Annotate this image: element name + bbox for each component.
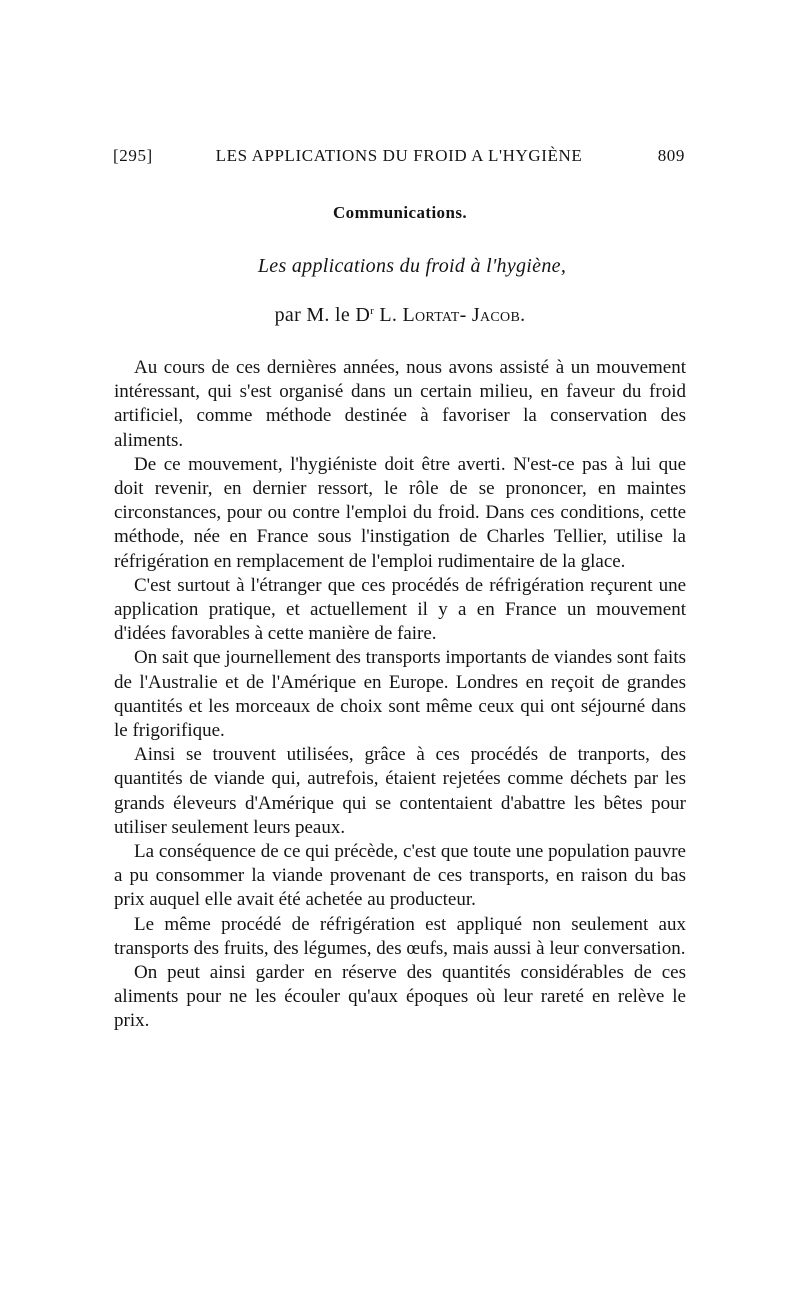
author-line xyxy=(0,304,800,327)
page-number: 809 xyxy=(657,146,685,165)
paragraph: Le même procédé de réfrigération est appliqué non seulement aux transports des fruits, des légumes, des œufs, mais aussi à leur conversation. xyxy=(114,913,686,959)
paragraph: Au cours de ces dernières années, nous avons assisté à un mouvement intéressant, qui s'est organisé dans un certain milieu, en faveur du froid artificiel, comme méthode destinée à favoriser la conservation des aliments. xyxy=(114,357,686,451)
author-prefix: par M. le D xyxy=(274,304,371,326)
paragraph: C'est surtout à l'étranger que ces procédés de réfrigération reçurent une application pratique, et actuellement il y a en France un mouvement d'idées favorables à cette manière de faire. xyxy=(114,574,686,645)
running-header xyxy=(113,146,685,170)
paragraph: Ainsi se trouvent utilisées, grâce à ces procédés de tranports, des quantités de viande qui, autrefois, étaient rejetées comme déchets par les grands éleveurs d'Amérique qui se contentaient d'abattre les bêtes pour utiliser seulement leurs peaux. xyxy=(114,744,686,838)
section-title: Communications. xyxy=(333,203,467,222)
article-title: Les applications du froid à l'hygiène, xyxy=(257,255,567,277)
paragraph: La conséquence de ce qui précède, c'est que toute une population pauvre a pu consommer la viande provenant de ces transports, en raison du bas prix auquel elle avait été achetée au producteur. xyxy=(114,841,686,911)
article-body xyxy=(114,356,686,1034)
author-name: L. Lortat- Jacob. xyxy=(374,304,526,326)
paragraph: On peut ainsi garder en réserve des quantités considérables de ces aliments pour ne les écouler qu'aux époques où leur rareté en relève le prix. xyxy=(114,962,686,1032)
paragraph: On sait que journellement des transports importants de viandes sont faits de l'Australie et de l'Amérique en Europe. Londres en reçoit de grandes quantités et les morceaux de choix sont même ceux qui ont séjourné dans le frigorifique. xyxy=(114,647,686,742)
page-reference: [295] xyxy=(113,146,153,165)
running-title: LES APPLICATIONS DU FROID A L'HYGIÈNE xyxy=(215,146,583,165)
paragraph: De ce mouvement, l'hygiéniste doit être averti. N'est-ce pas à lui que doit revenir, en dernier ressort, le rôle de se prononcer, en maintes circonstances, pour ou contre l'emploi du froid. Dans ces conditions, cette méthode, née en France sous l'instigation de Charles Tellier, utilise la réfrigération en remplacement de l'emploi rudimentaire de la glace. xyxy=(114,453,686,572)
author-title-superscript: r xyxy=(370,305,375,317)
